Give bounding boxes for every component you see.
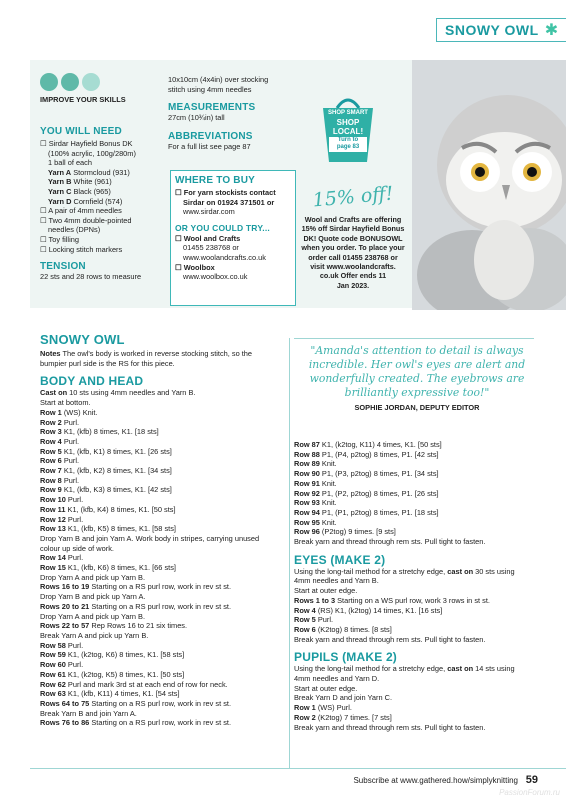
- instruction-line: Row 12 Purl.: [40, 514, 84, 524]
- skill-dot: [40, 73, 58, 91]
- skill-level-dots: [40, 73, 100, 91]
- instruction-line: Row 4 (RS) K1, (k2tog) 14 times, K1. [16 sts]: [294, 605, 443, 615]
- eyes-instructions: [294, 567, 534, 645]
- list-item: ☐ Two 4mm double-pointed: [40, 215, 132, 225]
- instruction-line: colour up side of work.: [40, 543, 114, 553]
- instruction-line: Start at bottom.: [40, 398, 91, 408]
- pattern-left-column: [40, 332, 284, 728]
- instruction-line: Using the long-tail method for a stretchy edge, cast on 30 sts using: [294, 566, 515, 576]
- bag-line: Turn to: [329, 137, 367, 145]
- link-text[interactable]: www.woolandcrafts.co.uk: [183, 252, 266, 262]
- instruction-line: Row 1 (WS) Knit.: [40, 407, 98, 417]
- instruction-line: Row 88 P1, (P4, p2tog) 8 times, P1. [42 sts]: [294, 449, 439, 459]
- quote-text: "Amanda's attention to detail is always incredible. Her owl's eyes are alert and wonderfully created. The eyebrows are brilliantly expressive too!": [308, 344, 526, 399]
- instruction-line: Drop Yarn A and pick up Yarn B.: [40, 572, 146, 582]
- instruction-line: Row 3 K1, (kfb) 8 times, K1. [18 sts]: [40, 427, 159, 437]
- section-header-tab: [436, 18, 566, 42]
- offer-text: Wool and Crafts are offering 15% off Sirdar Hayfield Bonus DK! Quote code BONUSOWL when you order. To place your order call 01455 238768 or visit www.woolandcrafts. co.uk Offer ends 11 Jan 2023.: [301, 215, 405, 290]
- instruction-line: Row 4 Purl.: [40, 436, 80, 446]
- list-item: ☐ Locking stitch markers: [40, 244, 123, 254]
- offer-panel: [292, 182, 414, 290]
- instruction-line: Row 6 Purl.: [40, 456, 80, 466]
- tension-heading: TENSION: [40, 261, 86, 273]
- instruction-line: Break Yarn D and join Yarn C.: [294, 693, 393, 703]
- list-item-detail: needles (DPNs): [48, 225, 101, 235]
- instruction-line: Rows 16 to 19 Starting on a RS purl row, work in rev st st.: [40, 582, 232, 592]
- body-head-continued: [294, 440, 534, 547]
- instruction-line: Row 5 Purl.: [294, 615, 334, 625]
- instruction-line: Row 63 K1, (kfb, K11) 4 times, K1. [54 sts]: [40, 689, 180, 699]
- instruction-line: Row 14 Purl.: [40, 553, 84, 563]
- section-title: SNOWY OWL: [445, 22, 539, 38]
- instruction-line: Row 2 Purl.: [40, 417, 80, 427]
- could-try-heading: OR YOU COULD TRY...: [175, 222, 270, 233]
- instruction-line: Row 95 Knit.: [294, 517, 337, 527]
- pattern-notes: Notes The owl's body is worked in reverse stocking stitch, so the bumpier purl side is the RS for this piece.: [40, 349, 253, 368]
- pupils-instructions: [294, 664, 534, 732]
- snowflake-icon: ✱: [544, 22, 559, 39]
- instruction-line: Break yarn and thread through rem sts. Pull tight to fasten.: [294, 722, 486, 732]
- watermark: PassionForum.ru: [499, 788, 560, 797]
- link-text[interactable]: www.sirdar.com: [183, 207, 235, 217]
- mid-column: [168, 75, 298, 151]
- footer-rule: [30, 768, 566, 769]
- yarn-line: Yarn D Cornfield (574): [48, 196, 123, 206]
- yarn-line: Yarn B White (961): [48, 177, 112, 187]
- needs-list: [40, 139, 164, 254]
- instruction-line: Using the long-tail method for a stretchy edge, cast on 14 sts using: [294, 664, 515, 674]
- instruction-line: Rows 64 to 75 Starting on a RS purl row, work in rev st st.: [40, 698, 232, 708]
- bag-line: SHOP SMART: [328, 110, 368, 116]
- bag-line: SHOP: [336, 117, 360, 127]
- list-item: ☐ A pair of 4mm needles: [40, 206, 122, 216]
- column-divider: [289, 338, 290, 768]
- you-will-need-heading: YOU WILL NEED: [40, 126, 122, 137]
- instruction-line: Row 59 K1, (k2tog, K6) 8 times, K1. [58 sts]: [40, 650, 185, 660]
- bag-line: page 83: [329, 144, 367, 152]
- instruction-line: 4mm needles and Yarn D.: [294, 674, 380, 684]
- tension-text-3: stitch using 4mm needles: [168, 84, 252, 94]
- shop-local-bag-badge: [319, 94, 377, 164]
- instruction-line: Start at outer edge.: [294, 683, 358, 693]
- instruction-line: Row 1 (WS) Purl.: [294, 703, 352, 713]
- instruction-line: Rows 1 to 3 Starting on a WS purl row, work 3 rows in st st.: [294, 595, 490, 605]
- tension-text-2: 10x10cm (4x4in) over stocking: [168, 75, 269, 84]
- instruction-line: Rows 20 to 21 Starting on a RS purl row, work in rev st st.: [40, 601, 232, 611]
- instruction-line: Break Yarn B and join Yarn A.: [40, 708, 137, 718]
- instruction-line: 4mm needles and Yarn B.: [294, 576, 379, 586]
- instruction-line: Row 62 Purl and mark 3rd st at each end of row for neck.: [40, 679, 228, 689]
- editor-quote: [300, 344, 534, 412]
- yarn-line: Yarn A Stormcloud (931): [48, 167, 130, 177]
- instruction-line: Row 87 K1, (k2tog, K11) 4 times, K1. [50 sts]: [294, 440, 442, 449]
- pupils-title: PUPILS (MAKE 2): [294, 650, 398, 665]
- list-item: ☐ For yarn stockists contact: [175, 188, 276, 197]
- instruction-line: Drop Yarn B and pick up Yarn A.: [40, 592, 146, 602]
- instruction-line: Row 15 K1, (kfb, K6) 8 times, K1. [66 sts]: [40, 563, 176, 573]
- pattern-right-column: [294, 440, 534, 732]
- list-item: ☐ Woolbox: [175, 262, 215, 272]
- instruction-line: Row 5 K1, (kfb, K1) 8 times, K1. [26 sts]: [40, 446, 172, 456]
- eyes-title: EYES (MAKE 2): [294, 552, 386, 567]
- instruction-line: Drop Yarn B and join Yarn A. Work body in stripes, carrying unused: [40, 533, 260, 543]
- where-to-buy-box: [170, 170, 296, 306]
- instruction-line: Row 10 Purl.: [40, 495, 84, 505]
- quote-divider: [294, 338, 534, 339]
- measurements-text: 27cm (10¾in) tall: [168, 113, 225, 123]
- instruction-line: Row 94 P1, (P1, p2tog) 8 times, P1. [18 sts]: [294, 507, 439, 517]
- instruction-line: Row 6 (K2tog) 8 times. [8 sts]: [294, 624, 392, 634]
- list-item: ☐ Sirdar Hayfield Bonus DK: [40, 139, 133, 148]
- instruction-line: Row 2 (K2tog) 7 times. [7 sts]: [294, 712, 392, 722]
- abbreviations-text: For a full list see page 87: [168, 141, 251, 151]
- where-to-buy-heading: WHERE TO BUY: [175, 175, 255, 186]
- instruction-line: Break yarn and thread through rem sts. Pull tight to fasten.: [294, 537, 486, 547]
- tension-text: 22 sts and 28 rows to measure: [40, 272, 142, 282]
- list-item: ☐ Toy filling: [40, 234, 79, 244]
- instruction-line: Break Yarn A and pick up Yarn B.: [40, 630, 149, 640]
- owl-photo: [412, 60, 566, 310]
- yarn-line: Yarn C Black (965): [48, 186, 111, 196]
- measurements-heading: MEASUREMENTS: [168, 102, 256, 114]
- pattern-title: SNOWY OWL: [40, 332, 125, 347]
- instruction-line: Break yarn and thread through rem sts. Pull tight to fasten.: [294, 634, 486, 644]
- abbreviations-heading: ABBREVIATIONS: [168, 130, 253, 142]
- you-will-need-section: [40, 126, 164, 282]
- body-head-instructions: [40, 388, 284, 728]
- instruction-line: Row 61 K1, (k2tog, K5) 8 times, K1. [50 sts]: [40, 669, 185, 679]
- quote-attribution: SOPHIE JORDAN, DEPUTY EDITOR: [354, 403, 480, 412]
- skills-heading: IMPROVE YOUR SKILLS: [40, 95, 126, 104]
- link-text[interactable]: www.woolbox.co.uk: [183, 272, 248, 282]
- footer-subscribe-text: Subscribe at www.gathered.how/simplyknitting: [353, 776, 518, 785]
- instruction-line: Rows 22 to 57 Rep Rows 16 to 21 six times.: [40, 621, 188, 631]
- instruction-line: Row 91 Knit.: [294, 478, 337, 488]
- instruction-line: Row 90 P1, (P3, p2tog) 8 times, P1. [34 sts]: [294, 469, 439, 479]
- page-number: 59: [525, 774, 538, 786]
- bag-line: LOCAL!: [332, 126, 364, 136]
- offer-headline: 15% off!: [311, 182, 395, 212]
- instruction-line: Row 11 K1, (kfb, K4) 8 times, K1. [50 sts]: [40, 504, 176, 514]
- instruction-line: Row 96 (P2tog) 9 times. [9 sts]: [294, 527, 396, 537]
- body-head-title: BODY AND HEAD: [40, 374, 144, 389]
- instruction-line: Row 9 K1, (kfb, K3) 8 times, K1. [42 sts]: [40, 485, 172, 495]
- list-item-detail: (100% acrylic, 100g/280m): [48, 148, 136, 158]
- instruction-line: Row 7 K1, (kfb, K2) 8 times, K1. [34 sts]: [40, 466, 172, 476]
- instruction-line: Row 8 Purl.: [40, 475, 80, 485]
- instruction-line: Start at outer edge.: [294, 586, 358, 596]
- list-item: ☐ Wool and Crafts: [175, 233, 241, 243]
- list-item-detail: 1 ball of each: [48, 158, 92, 168]
- instruction-line: Cast on 10 sts using 4mm needles and Yarn B.: [40, 388, 196, 398]
- instruction-line: Row 60 Purl.: [40, 660, 84, 670]
- skill-dot: [82, 73, 100, 91]
- instruction-line: Row 92 P1, (P2, p2tog) 8 times, P1. [26 sts]: [294, 488, 439, 498]
- skill-dot: [61, 73, 79, 91]
- instruction-line: Row 58 Purl.: [40, 640, 84, 650]
- list-item-detail: 01455 238768 or: [183, 243, 239, 253]
- instruction-line: Row 13 K1, (kfb, K5) 8 times, K1. [58 sts]: [40, 524, 176, 534]
- instruction-line: Row 93 Knit.: [294, 498, 337, 508]
- instruction-line: Row 89 Knit.: [294, 459, 337, 469]
- list-item-detail: Sirdar on 01924 371501 or: [183, 197, 275, 207]
- instruction-line: Drop Yarn A and pick up Yarn B.: [40, 611, 146, 621]
- instruction-line: Rows 76 to 86 Starting on a RS purl row, work in rev st st.: [40, 718, 232, 728]
